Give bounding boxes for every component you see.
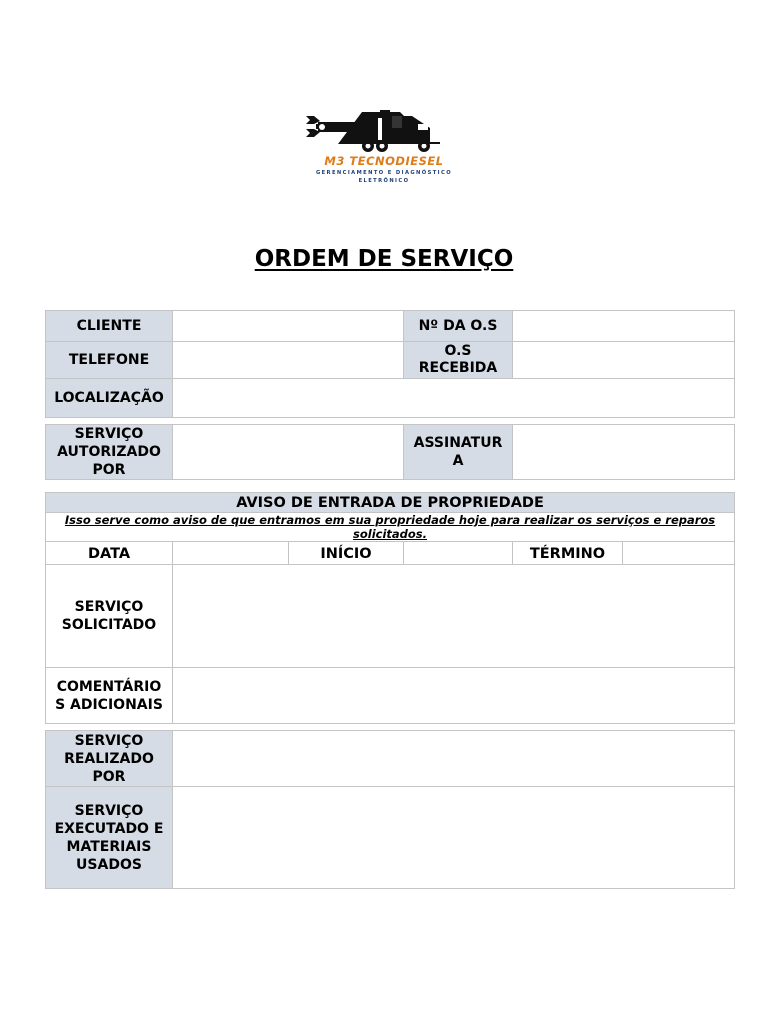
- termino-label: TÉRMINO: [513, 542, 623, 567]
- servico-executado-label: [46, 787, 173, 889]
- cliente-label: CLIENTE: [46, 311, 173, 342]
- logo-brand: M3 TECNODIESEL: [324, 154, 444, 168]
- localizacao-label: [46, 379, 173, 418]
- comentarios-label: [46, 668, 173, 724]
- os-recebida-label: [404, 342, 513, 379]
- page-title: ORDEM DE SERVIÇO: [254, 246, 514, 272]
- inicio-field[interactable]: [404, 542, 513, 567]
- servico-executado-field[interactable]: [173, 787, 735, 889]
- numero-os-label: Nº DA O.S: [404, 311, 513, 342]
- servico-realizado-text: SERVIÇO REALIZADO POR: [64, 732, 154, 785]
- servico-solicitado-label: [46, 565, 173, 668]
- truck-wrench-icon: [272, 66, 496, 156]
- assinatura-label: [404, 425, 513, 480]
- service-table: [45, 564, 735, 724]
- numero-os-field[interactable]: [513, 311, 735, 342]
- property-notice-text: Isso serve como aviso de que entramos em sua propriedade hoje para realizar os serviços e reparos solicitados.: [46, 513, 735, 542]
- servico-realizado-label: [46, 731, 173, 787]
- property-notice-heading: AVISO DE ENTRADA DE PROPRIEDADE: [46, 493, 735, 513]
- os-recebida-text: O.S RECEBIDA: [418, 343, 498, 376]
- telefone-field[interactable]: [173, 342, 404, 379]
- servico-executado-text: SERVIÇO EXECUTADO E MATERIAIS USADOS: [54, 802, 164, 873]
- data-label: DATA: [46, 542, 173, 567]
- data-field[interactable]: [173, 542, 289, 567]
- servico-autorizado-field[interactable]: [173, 425, 404, 480]
- servico-autorizado-text: SERVIÇO AUTORIZADO POR: [57, 426, 161, 478]
- servico-solicitado-field[interactable]: [173, 565, 735, 668]
- os-recebida-field[interactable]: [513, 342, 735, 379]
- assinatura-text: ASSINATURA: [413, 435, 503, 469]
- location-table: [45, 378, 735, 418]
- logo-tagline-2: ELETRÔNICO: [358, 178, 410, 184]
- property-notice-table: [45, 492, 735, 567]
- inicio-label: INÍCIO: [289, 542, 404, 567]
- assinatura-field[interactable]: [513, 425, 735, 480]
- comentarios-text: COMENTÁRIOS ADICIONAIS: [55, 678, 163, 713]
- comentarios-field[interactable]: [173, 668, 735, 724]
- company-logo: [272, 66, 496, 232]
- termino-field[interactable]: [623, 542, 735, 567]
- execution-table: [45, 730, 735, 889]
- client-table: [45, 310, 735, 379]
- authorization-table: [45, 424, 735, 480]
- localizacao-text: LOCALIZAÇÃO: [54, 390, 164, 406]
- telefone-label: TELEFONE: [46, 342, 173, 379]
- servico-realizado-field[interactable]: [173, 731, 735, 787]
- servico-solicitado-text: SERVIÇO SOLICITADO: [61, 599, 157, 633]
- logo-tagline-1: GERENCIAMENTO E DIAGNÓSTICO: [315, 170, 453, 176]
- cliente-field[interactable]: [173, 311, 404, 342]
- localizacao-field[interactable]: [173, 379, 735, 418]
- servico-autorizado-label: [46, 425, 173, 480]
